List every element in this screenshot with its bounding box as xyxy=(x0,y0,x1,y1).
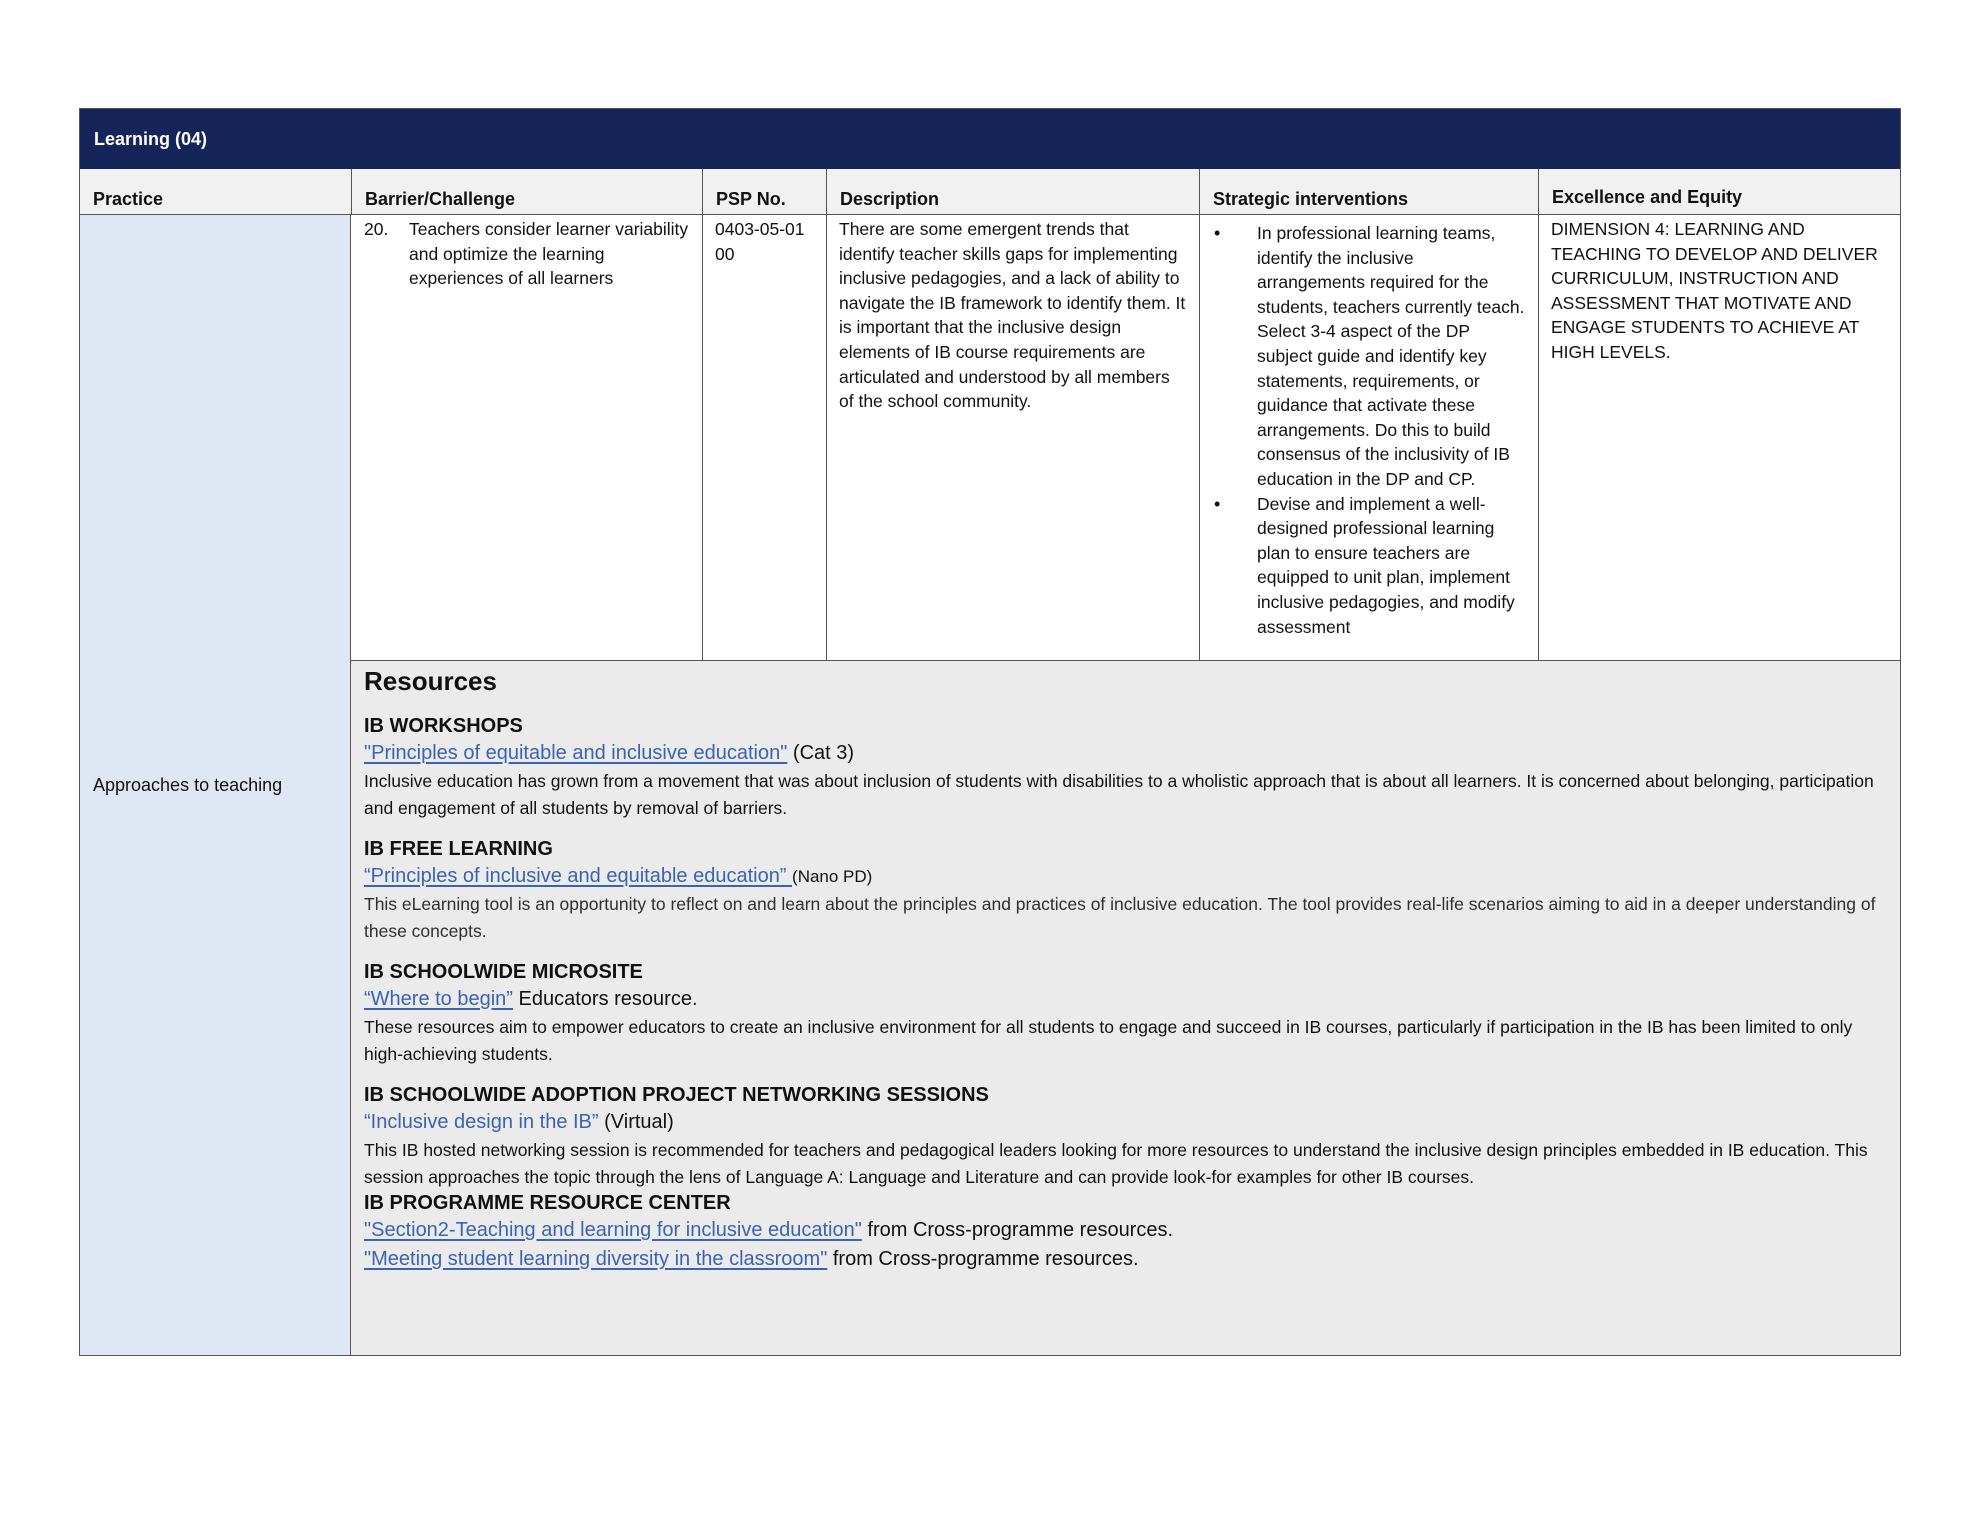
networking-format: (Virtual) xyxy=(598,1111,674,1133)
prc-line-2 xyxy=(364,1245,1886,1274)
prc-link-section2[interactable]: "Section2-Teaching and learning for inclusive education" xyxy=(364,1219,862,1241)
free-learning-format: (Nano PD) xyxy=(792,867,873,886)
equity-cell xyxy=(1538,215,1900,660)
microsite-suffix: Educators resource. xyxy=(512,988,698,1010)
workshops-category: (Cat 3) xyxy=(787,742,855,764)
networking-line xyxy=(364,1108,1886,1137)
header-barrier: Barrier/Challenge xyxy=(351,169,702,215)
psp-number: 0403-05-0100 xyxy=(715,219,805,264)
header-equity: Excellence and Equity xyxy=(1538,169,1900,215)
workshops-heading: IB WORKSHOPS xyxy=(364,715,523,737)
resources-title: Resources xyxy=(364,666,497,696)
header-interventions: Strategic interventions xyxy=(1199,169,1538,215)
barrier-cell xyxy=(351,215,702,660)
description-text: There are some emergent trends that identify teacher skills gaps for implementing inclusive pedagogies, and a lack of ability to navigate the IB framework to identify them. It is important that the inclusive design elements of IB course requirements are articulated and understood by all members of the school community. xyxy=(839,219,1186,412)
microsite-line xyxy=(364,985,1886,1014)
networking-description: This IB hosted networking session is recommended for teachers and pedagogical leaders looking for more resources to understand the inclusive design principles embedded in IB education. This session approaches the topic through the lens of Language A: Language and Literature and can provide look-for examples for other IB courses. xyxy=(364,1140,1868,1187)
interventions-list xyxy=(1212,221,1526,639)
barrier-number: 20. xyxy=(364,219,389,239)
microsite-description: These resources aim to empower educators to create an inclusive environment for all students to engage and succeed in IB courses, particularly if participation in the IB has been limited to only high-achieving students. xyxy=(364,1017,1853,1064)
practice-cell xyxy=(80,215,351,1355)
microsite-heading: IB SCHOOLWIDE MICROSITE xyxy=(364,961,643,983)
header-practice: Practice xyxy=(93,189,164,209)
networking-link[interactable]: “Inclusive design in the IB” xyxy=(364,1111,599,1133)
free-learning-link[interactable]: “Principles of inclusive and equitable education” xyxy=(364,865,793,887)
interventions-cell xyxy=(1199,215,1538,660)
header-description: Description xyxy=(826,169,1199,215)
prc-link-diversity[interactable]: "Meeting student learning diversity in the classroom" xyxy=(364,1248,828,1270)
networking-heading: IB SCHOOLWIDE ADOPTION PROJECT NETWORKING SESSIONS xyxy=(364,1084,989,1106)
prc-suffix-2: from Cross-programme resources. xyxy=(827,1248,1139,1270)
description-cell xyxy=(826,215,1199,660)
psp-cell xyxy=(702,215,826,660)
microsite-link[interactable]: “Where to begin” xyxy=(364,988,513,1010)
free-learning-description: This eLearning tool is an opportunity to reflect on and learn about the principles and practices of inclusive education. The tool provides real-life scenarios aiming to aid in a deeper understanding of these concepts. xyxy=(364,894,1876,941)
table-title: Learning (04) xyxy=(80,109,1900,169)
table-row xyxy=(351,215,1900,661)
intervention-item: • Devise and implement a well-designed professional learning plan to ensure teachers are equipped to unit plan, implement inclusive pedagogies, and modify assessment xyxy=(1212,492,1526,640)
prc-suffix-1: from Cross-programme resources. xyxy=(861,1219,1174,1241)
resources-section xyxy=(351,661,1900,1355)
practice-label: Approaches to teaching xyxy=(93,775,283,795)
header-row xyxy=(80,169,1900,215)
workshops-line xyxy=(364,739,1886,768)
workshops-link[interactable]: "Principles of equitable and inclusive education" xyxy=(364,742,788,764)
learning-table xyxy=(79,108,1901,1356)
barrier-text: Teachers consider learner variability and optimize the learning experiences of all learners xyxy=(409,219,689,289)
intervention-item: • In professional learning teams, identify the inclusive arrangements required for the students, teachers currently teach. Select 3-4 aspect of the DP subject guide and identify key statements, requirements, or guidance that activate these arrangements. Do this to build consensus of the inclusivity of IB education in the DP and CP. xyxy=(1212,221,1526,492)
free-learning-line xyxy=(364,862,1886,891)
equity-text: DIMENSION 4: LEARNING AND TEACHING TO DEVELOP AND DELIVER CURRICULUM, INSTRUCTION AND ASSESSMENT THAT MOTIVATE AND ENGAGE STUDENTS TO ACHIEVE AT HIGH LEVELS. xyxy=(1551,219,1878,362)
prc-line-1 xyxy=(364,1216,1886,1245)
workshops-description: Inclusive education has grown from a movement that was about inclusion of students with disabilities to a wholistic approach that is about all learners. It is concerned about belonging, participation and engagement of all students by removal of barriers. xyxy=(364,771,1874,818)
free-learning-heading: IB FREE LEARNING xyxy=(364,838,553,860)
prc-heading: IB PROGRAMME RESOURCE CENTER xyxy=(364,1192,731,1214)
header-psp: PSP No. xyxy=(702,169,826,215)
